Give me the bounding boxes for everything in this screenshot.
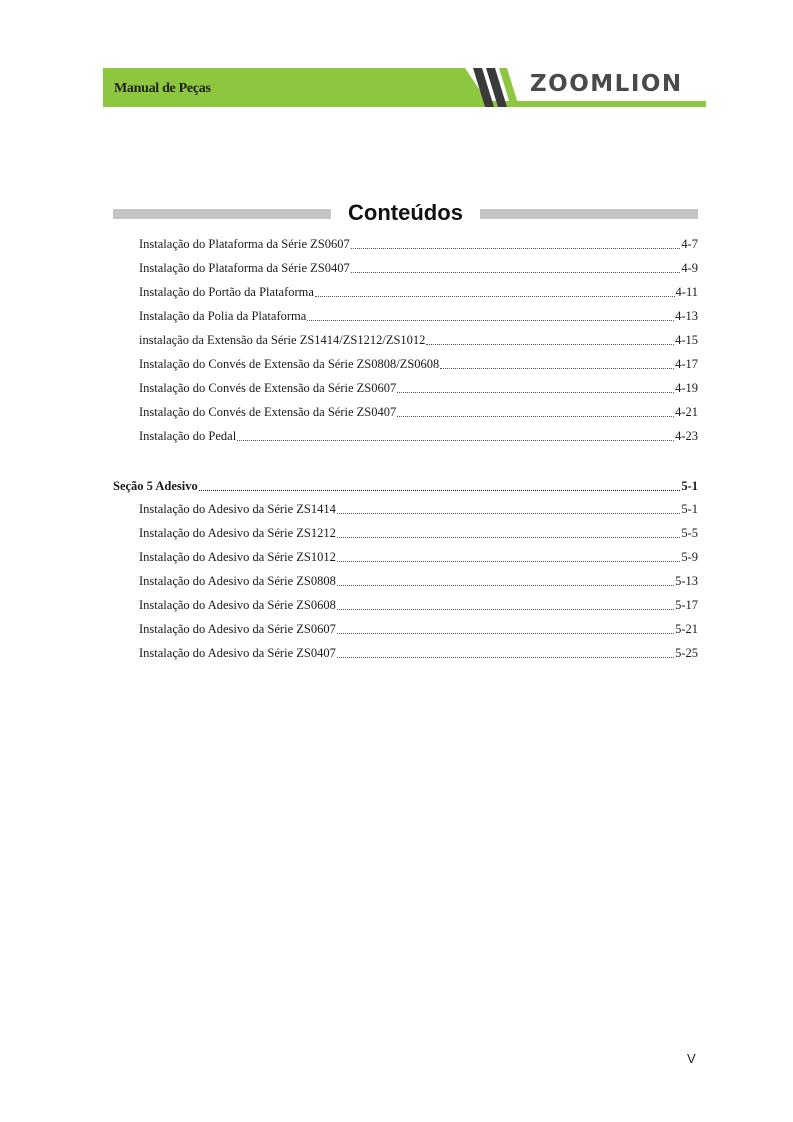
dot-leader [426,338,674,345]
toc-entry[interactable] [139,282,698,300]
toc-entry[interactable] [139,354,698,372]
dot-leader [337,603,674,610]
toc-entry[interactable] [139,547,698,565]
dot-leader [337,651,674,658]
toc-entry-page: 4-13 [675,309,698,323]
dot-leader [351,266,681,273]
dot-leader [440,362,674,369]
toc-entry-label: Instalação do Portão da Plataforma [139,285,314,299]
dot-leader [337,579,674,586]
toc-entry-label: Instalação do Plataforma da Série ZS0407 [139,261,350,275]
toc-section-heading[interactable] [113,476,698,494]
toc-entry-page: 4-17 [675,357,698,371]
title-rule-left [113,209,331,219]
toc-entry-page: 5-1 [681,502,698,516]
toc-entry-label: Instalação do Plataforma da Série ZS0607 [139,237,350,251]
toc-section-page: 5-1 [681,479,698,493]
toc-entry-page: 4-11 [675,285,698,299]
toc-entry-page: 5-25 [675,646,698,660]
toc-entry[interactable] [139,330,698,348]
toc-entry[interactable] [139,402,698,420]
toc-entry-page: 5-21 [675,622,698,636]
toc-entry-label: Instalação do Convés de Extensão da Série ZS0607 [139,381,397,395]
toc-entry-page: 4-9 [681,261,698,275]
toc-entry-page: 4-7 [681,237,698,251]
dot-leader [337,507,680,514]
contents-title: Conteúdos [348,200,463,225]
page-header [103,68,706,107]
toc-entry-label: Instalação do Pedal [139,429,237,443]
dot-leader [307,314,674,321]
toc-entry-label: Instalação do Adesivo da Série ZS0808 [139,574,336,588]
dot-leader [337,627,674,634]
toc-entry[interactable] [139,523,698,541]
toc-entry-label: instalação da Extensão da Série ZS1414/ZS1212/ZS1012 [139,333,426,347]
dot-leader [237,434,674,441]
toc-entry[interactable] [139,643,698,661]
toc-entry-page: 4-15 [675,333,698,347]
toc-entry-page: 5-5 [681,526,698,540]
toc-entry-label: Instalação do Adesivo da Série ZS0608 [139,598,336,612]
toc-entry-label: Instalação do Convés de Extensão da Série ZS0407 [139,405,397,419]
toc-entry[interactable] [139,234,698,252]
toc-entry[interactable] [139,499,698,517]
title-rule-right [480,209,698,219]
toc-entry-label: Instalação do Adesivo da Série ZS1414 [139,502,336,516]
zoomlion-logo-mark-icon [467,68,527,107]
toc-section-label: Seção 5 Adesivo [113,479,198,493]
dot-leader [199,484,681,491]
page-number: V [687,1051,696,1066]
manual-title: Manual de Peças [114,81,211,96]
dot-leader [337,531,680,538]
toc-entry-page: 5-17 [675,598,698,612]
dot-leader [337,555,680,562]
toc-entry-label: Instalação do Convés de Extensão da Série ZS0808/ZS0608 [139,357,440,371]
toc-entry[interactable] [139,619,698,637]
toc-entry[interactable] [139,378,698,396]
toc-entry-page: 4-19 [675,381,698,395]
toc-entry[interactable] [139,306,698,324]
dot-leader [351,242,681,249]
dot-leader [397,386,674,393]
contents-title-row [113,201,698,227]
toc-entry[interactable] [139,571,698,589]
dot-leader [397,410,674,417]
toc-entry[interactable] [139,595,698,613]
toc-entry[interactable] [139,426,698,444]
toc-entry-label: Instalação do Adesivo da Série ZS1212 [139,526,336,540]
toc-entry-page: 5-9 [681,550,698,564]
toc-entry[interactable] [139,258,698,276]
toc-entry-label: Instalação do Adesivo da Série ZS1012 [139,550,336,564]
toc-entry-label: Instalação do Adesivo da Série ZS0407 [139,646,336,660]
zoomlion-logo-text: ZOOMLION [530,71,683,97]
toc-entry-page: 4-23 [675,429,698,443]
toc-entry-label: Instalação da Polia da Plataforma [139,309,307,323]
toc-entry-page: 4-21 [675,405,698,419]
toc-entry-label: Instalação do Adesivo da Série ZS0607 [139,622,336,636]
toc-entry-page: 5-13 [675,574,698,588]
dot-leader [315,290,675,297]
